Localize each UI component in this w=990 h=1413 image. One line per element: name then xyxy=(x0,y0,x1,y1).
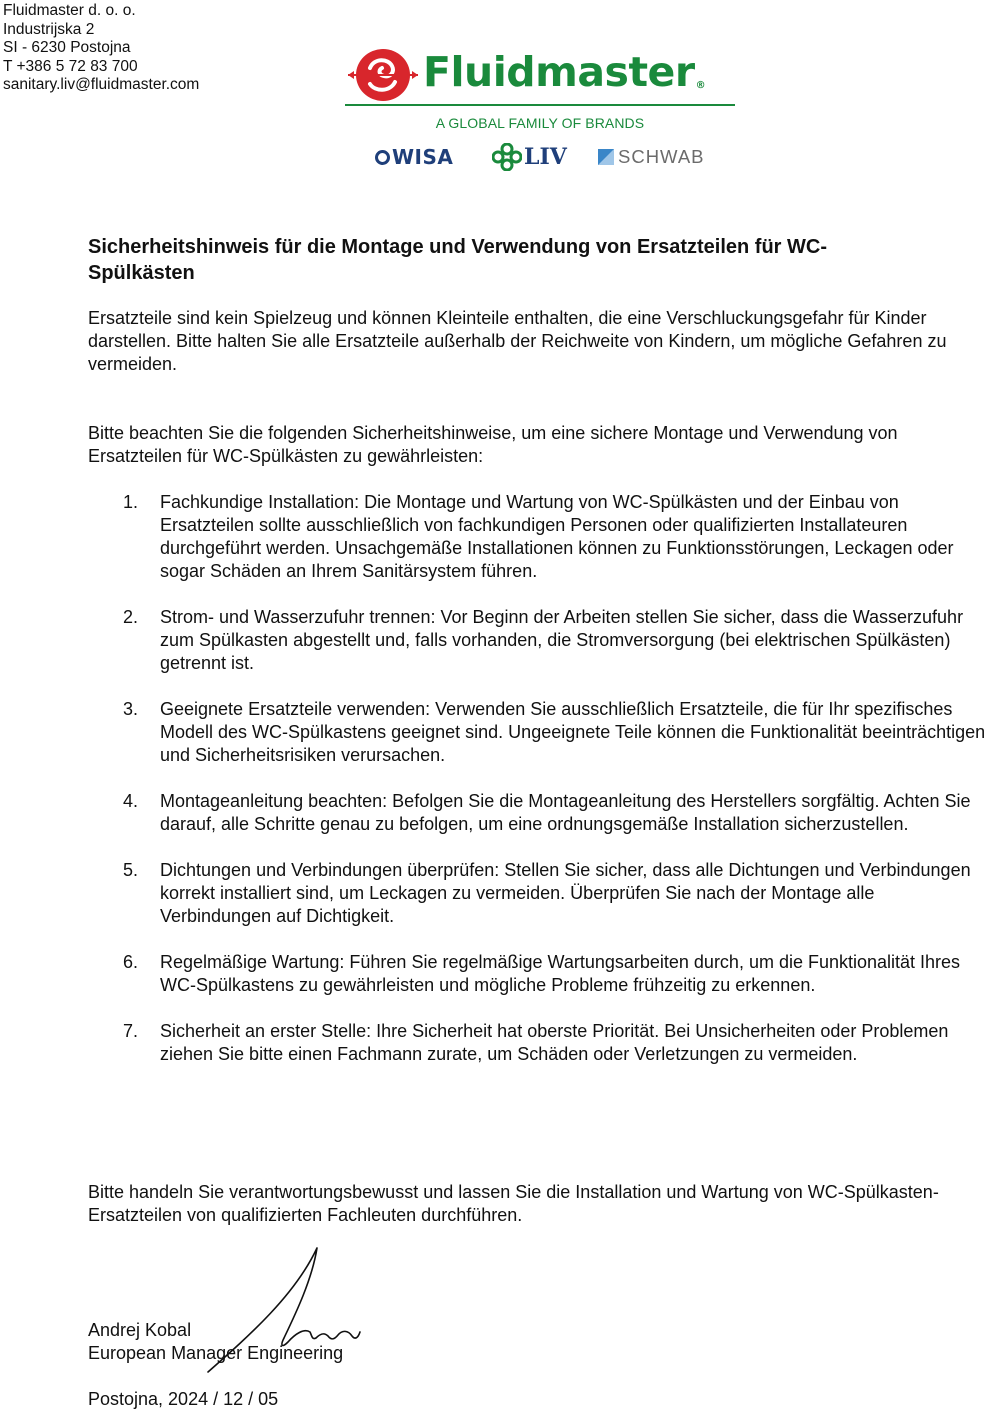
document-title: Sicherheitshinweis für die Montage und Verwendung von Ersatzteilen für WC-Spülkästen xyxy=(88,236,827,284)
signatory-name: Andrej Kobal xyxy=(88,1320,192,1340)
brand-schwab-label: SCHWAB xyxy=(618,146,705,167)
address-line: T +386 5 72 83 700 xyxy=(3,57,138,75)
sender-address xyxy=(3,2,199,95)
list-item-text: Strom- und Wasserzufuhr trennen: Vor Beginn der Arbeiten stellen Sie sicher, dass die Wasserzufuhr zum Spülkasten abgestellt und, falls vorhanden, die Stromversorgung (bei elektrischen Spülkästen) getrennt ist. xyxy=(160,607,964,673)
brand-wisa xyxy=(375,144,453,170)
address-line: SI - 6230 Postojna xyxy=(3,39,131,56)
logo-wordmark: Fluidmaster® xyxy=(423,48,706,96)
lead-paragraph: Bitte beachten Sie die folgenden Sicherheitshinweise, um eine sichere Montage und Verwendung von Ersatzteilen für WC-Spülkästen zu gewährleisten: xyxy=(88,423,898,466)
list-item-number: 6. xyxy=(123,952,139,972)
list-item-text: Montageanleitung beachten: Befolgen Sie die Montageanleitung des Herstellers sorgfältig. Achten Sie darauf, alle Schritte genau zu befolgen, um eine ordnungsgemäße Installation sicherzustellen. xyxy=(160,791,971,834)
closing-paragraph: Bitte handeln Sie verantwortungsbewusst und lassen Sie die Installation und Wartung von WC-Spülkasten-Ersatzteilen von qualifizierten Fachleuten durchführen. xyxy=(88,1182,939,1225)
fluidmaster-mark-icon xyxy=(348,46,418,104)
signatory xyxy=(88,1319,343,1365)
list-item xyxy=(88,491,990,583)
list-item-number: 4. xyxy=(123,791,139,811)
list-item xyxy=(88,698,990,767)
brand-schwab xyxy=(598,144,705,170)
logo-divider xyxy=(345,104,735,106)
list-item-text: Dichtungen und Verbindungen überprüfen: Stellen Sie sicher, dass alle Dichtungen und Verbindungen korrekt installiert sind, um Leckagen zu vermeiden. Überprüfen Sie nach der Montage alle Verbindungen auf Dichtigkeit. xyxy=(160,860,971,926)
intro-paragraph: Ersatzteile sind kein Spielzeug und können Kleinteile enthalten, die eine Verschluckungsgefahr für Kinder darstellen. Bitte halten Sie alle Ersatzteile außerhalb der Reichweite von Kindern, um mögliche Gefahren zu vermeiden. xyxy=(88,308,947,374)
signatory-role: European Manager Engineering xyxy=(88,1343,344,1363)
list-item-text: Fachkundige Installation: Die Montage und Wartung von WC-Spülkästen und der Einbau von Ersatzteilen sollte ausschließlich von fachkundigen Personen oder qualifizierten Installateuren durchgeführt werden. Unsachgemäße Installationen können zu Funktionsstörungen, Leckagen oder sogar Schäden an Ihrem Sanitärsystem führen. xyxy=(160,492,954,581)
list-item xyxy=(88,951,990,997)
list-item-text: Regelmäßige Wartung: Führen Sie regelmäßige Wartungsarbeiten durch, um die Funktionalität Ihres WC-Spülkastens zu gewährleisten und mögliche Probleme frühzeitig zu erkennen. xyxy=(160,952,961,995)
company-logo xyxy=(345,40,737,180)
brand-liv xyxy=(492,144,567,170)
wisa-ring-icon xyxy=(375,150,390,165)
list-item xyxy=(88,859,990,928)
brand-liv-label: LIV xyxy=(524,144,567,170)
schwab-square-icon xyxy=(598,149,614,165)
list-item-number: 7. xyxy=(123,1021,139,1041)
place-and-date: Postojna, 2024 / 12 / 05 xyxy=(88,1389,279,1409)
list-item-text: Geeignete Ersatzteile verwenden: Verwenden Sie ausschließlich Ersatzteile, die für Ihr spezifisches Modell des WC-Spülkastens geeignet sind. Ungeeignete Teile können die Funktionalität beeinträchtigen und Sicherheitsrisiken verursachen. xyxy=(160,699,986,765)
brand-wisa-label: WISA xyxy=(392,145,454,169)
safety-instructions-list xyxy=(88,491,990,1089)
address-line: Fluidmaster d. o. o. xyxy=(3,2,136,19)
list-item-number: 5. xyxy=(123,860,139,880)
list-item xyxy=(88,790,990,836)
list-item-number: 2. xyxy=(123,607,139,627)
list-item-number: 1. xyxy=(123,492,139,512)
address-line: sanitary.liv@fluidmaster.com xyxy=(3,76,200,93)
list-item xyxy=(88,1020,990,1066)
list-item xyxy=(88,606,990,675)
list-item-text: Sicherheit an erster Stelle: Ihre Sicherheit hat oberste Priorität. Bei Unsicherheiten oder Problemen ziehen Sie bitte einen Fachmann zurate, um Schäden oder Verletzungen zu vermeiden. xyxy=(160,1021,949,1064)
list-item-number: 3. xyxy=(123,699,139,719)
liv-flower-icon xyxy=(492,143,522,171)
logo-tagline: A GLOBAL FAMILY OF BRANDS xyxy=(435,115,645,131)
address-line: Industrijska 2 xyxy=(3,20,95,38)
